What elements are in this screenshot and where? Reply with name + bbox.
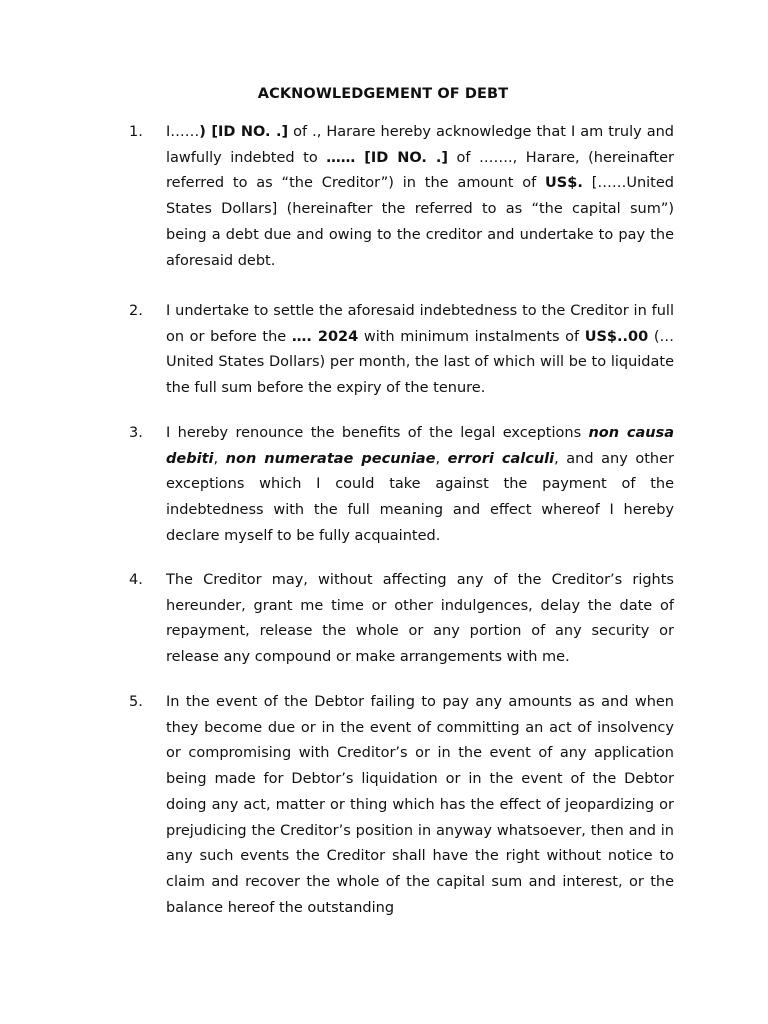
clause-1 <box>129 120 674 274</box>
clause-5 <box>129 690 674 921</box>
clause-4 <box>129 568 674 671</box>
clause-2 <box>129 299 674 402</box>
clause-text: In the event of the Debtor failing to pay any amounts as and when they become due or in the event of committing an act of insolvency or compromising with Creditor’s or in the event of any application being made for Debtor’s liquidation or in the event of the Debtor doing any act, matter or thing which has the effect of jeopardizing or prejudicing the Creditor’s position in anyway whatsoever, then and in any such events the Creditor shall have the right without notice to claim and recover the whole of the capital sum and interest, or the balance hereof the outstanding <box>166 694 674 916</box>
clause-text: The Creditor may, without affecting any of the Creditor’s rights hereunder, grant me time or other indulgences, delay the date of repayment, release the whole or any portion of any security or release any compound or make arrangements with me. <box>166 572 674 666</box>
clause-number: 1. <box>129 124 143 140</box>
clause-number: 5. <box>129 694 143 710</box>
clause-3 <box>129 421 674 550</box>
document-title: ACKNOWLEDGEMENT OF DEBT <box>257 86 509 102</box>
clause-number: 3. <box>129 425 143 441</box>
clause-text: I hereby renounce the benefits of the legal exceptions non causa debiti, non numeratae pecuniae, errori calculi, and any other exceptions which I could take against the payment of the indebtedness with the full meaning and effect whereof I hereby declare myself to be fully acquainted. <box>166 425 675 544</box>
clause-number: 2. <box>129 303 143 319</box>
clause-text: I undertake to settle the aforesaid indebtedness to the Creditor in full on or before the …. 2024 with minimum instalments of US$..00 (… United States Dollars) per month, the last of which will be to liquidate the full sum before the expiry of the tenure. <box>166 303 674 397</box>
clause-text: I……) [ID NO. .] of ., Harare hereby acknowledge that I am truly and lawfully indebted to …… [ID NO. .] of ……., Harare, (hereinafter referred to as “the Creditor”) in the amount of US$. [……United States Dollars] (hereinafter the referred to as “the capital sum”) being a debt due and owing to the creditor and undertake to pay the aforesaid debt. <box>166 124 674 269</box>
clause-number: 4. <box>129 572 143 588</box>
